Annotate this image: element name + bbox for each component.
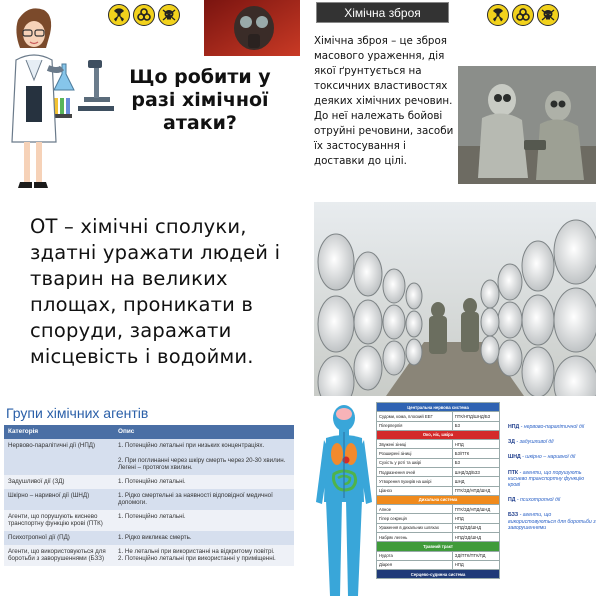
agent-description: 1. Потенційно летальні при низьких концентраціях. 2. При поглинанні через шкіру смерть через 20-30 хвилин. Легені – протягом хвилин. (114, 439, 294, 475)
agents-cell: НПД (452, 440, 499, 449)
section-tag: Хімічна зброя (316, 2, 449, 23)
system-row (377, 467, 500, 476)
agents-cell: НПД/ЗД/ШНД (452, 532, 499, 541)
legend-text: - задушливої дії (514, 439, 554, 446)
biohazard-icon (133, 4, 155, 26)
table-row (4, 439, 294, 475)
symptom-cell: Пілерперпія (377, 421, 453, 430)
system-section-header: Серцево-судинна система (377, 570, 500, 579)
symptom-cell: Нудота (377, 551, 453, 560)
system-section-header: Око, ніс, шкіра (377, 430, 500, 439)
symptom-cell: Ціаноз (377, 486, 453, 495)
agents-cell: ШНД/ЗД/БЗЗ (452, 467, 499, 476)
system-row (377, 560, 500, 569)
system-row (377, 514, 500, 523)
symptom-cell: Апное (377, 505, 453, 514)
symptom-cell: Набряк легень (377, 532, 453, 541)
skull-icon (158, 4, 180, 26)
table-row (4, 489, 294, 510)
groups-title: Групи хімічних агентів (6, 405, 149, 421)
chemical-weapon-definition: Хімічна зброя – це зброя масового ураження, дія якої ґрунтується на токсичних властивостях деяких хімічних речовин. До неї належать бойові отруйні речовини, засоби їх застосування і доставки до цілі. (314, 35, 454, 167)
legend-abbr: ПТК (508, 469, 519, 476)
agent-groups-table (4, 425, 294, 566)
agent-description: 1. Потенційно летальні. (114, 475, 294, 489)
legend-item (508, 439, 596, 445)
legend-abbr: БЗЗ (508, 512, 519, 519)
system-section-header: Центральна нервова система (377, 403, 500, 412)
column-header-category: Категорія (4, 425, 114, 439)
agent-description: 1. Потенційно летальні. (114, 510, 294, 531)
system-row (377, 551, 500, 560)
table-row (4, 531, 294, 545)
radiation-icon (108, 4, 130, 26)
legend-abbr: ПД (508, 497, 516, 504)
hazard-icons-top-right (487, 4, 559, 26)
agents-cell: БЗ (452, 421, 499, 430)
chemical-barrels-photo (314, 202, 596, 396)
symptom-cell: Утворення пухирів на шкірі (377, 477, 453, 486)
system-row (377, 486, 500, 495)
abbreviation-legend (508, 424, 596, 540)
gas-mask-photo (204, 0, 300, 56)
agent-category: Агенти, що використовуються для боротьби з заворушеннями (БЗЗ) (4, 545, 114, 566)
symptom-cell: Гіпер секреція (377, 514, 453, 523)
radiation-icon (487, 4, 509, 26)
system-row (377, 532, 500, 541)
legend-item (508, 497, 596, 503)
systems-table (376, 402, 500, 579)
hazard-icons-top-left (108, 4, 180, 26)
agent-category: Шкірно – наривної дії (ШНД) (4, 489, 114, 510)
legend-text: - нервово-паралітичної дії (519, 424, 585, 430)
hazmat-soldiers-photo (458, 66, 596, 184)
system-section-header: Дихальна система (377, 495, 500, 504)
agents-cell: ЗД/ПТК/ПТК/ПД (452, 551, 499, 560)
agent-description: 1. Не летальні при використанні на відкритому повітрі. 2. Потенційно летальні при використанні у приміщенні. (114, 545, 294, 566)
scientist-illustration (4, 2, 116, 198)
agent-category: Задушливої дії (ЗД) (4, 475, 114, 489)
legend-item (508, 470, 596, 489)
system-row (377, 421, 500, 430)
legend-item (508, 454, 596, 460)
symptom-cell: Сухість у роті та шкірі (377, 458, 453, 467)
legend-item (508, 424, 596, 430)
ot-description: ОТ – хімічні сполуки, здатні уражати людей і тварин на великих площах, проникати в споруди, заражати місцевість і водойми. (30, 215, 281, 368)
legend-text: - агенти, що порушують киснево транспортну функцію крові (508, 469, 585, 489)
symptom-cell: Звужені зіниці (377, 440, 453, 449)
table-row (4, 510, 294, 531)
human-body-figure (312, 402, 376, 598)
symptom-cell: Ураження в дихальних шляхах (377, 523, 453, 532)
legend-item (508, 512, 596, 531)
system-row (377, 458, 500, 467)
system-row (377, 477, 500, 486)
legend-text: - агенти, що використовуються для боротьби з заворушеннями (508, 512, 596, 531)
agent-category: Психотропної дії (ПД) (4, 531, 114, 545)
biohazard-icon (512, 4, 534, 26)
table-row (4, 545, 294, 566)
system-row (377, 523, 500, 532)
legend-text: - психотропної дії (515, 497, 561, 504)
system-row (377, 440, 500, 449)
page-title: Що робити у разі хімічної атаки? (129, 66, 271, 134)
table-row (4, 475, 294, 489)
agent-description: 1. Рідко викликає смерть. (114, 531, 294, 545)
agents-cell: БЗ/ПТК (452, 449, 499, 458)
system-row (377, 449, 500, 458)
agents-cell: НПД (452, 514, 499, 523)
agent-category: Агенти, що порушують киснево транспортну функцію крові (ПТК) (4, 510, 114, 531)
agents-cell: ШНД (452, 477, 499, 486)
system-row (377, 505, 500, 514)
agents-cell: НПД/ЗД/ШНД (452, 523, 499, 532)
agents-cell: ПТК/ЗД/НПД/ШНД (452, 486, 499, 495)
legend-abbr: ЗД (508, 439, 515, 446)
agents-cell: ПТК/НПД/ШНД/БЗ (452, 412, 499, 421)
agents-cell: НПД (452, 560, 499, 569)
symptom-cell: Розширені зіниці (377, 449, 453, 458)
legend-abbr: ШНД (508, 454, 521, 461)
system-section-header: Травний тракт (377, 542, 500, 551)
skull-icon (537, 4, 559, 26)
symptom-cell: Подразнення очей (377, 467, 453, 476)
legend-text: - шкірно – наривної дії (520, 454, 576, 461)
symptom-cell: Судоми, кома, плоский ЕЕГ (377, 412, 453, 421)
legend-abbr: НПД (508, 424, 520, 430)
symptom-cell: Діарея (377, 560, 453, 569)
agents-cell: БЗ (452, 458, 499, 467)
agent-category: Нервово-паралітичні дії (НПД) (4, 439, 114, 475)
agents-cell: ПТК/ЗД/НПД/ШНД (452, 505, 499, 514)
system-row (377, 412, 500, 421)
column-header-description: Опис (114, 425, 294, 439)
agent-description: 1. Рідко смертельні за наявності відповідної медичної допомоги. (114, 489, 294, 510)
